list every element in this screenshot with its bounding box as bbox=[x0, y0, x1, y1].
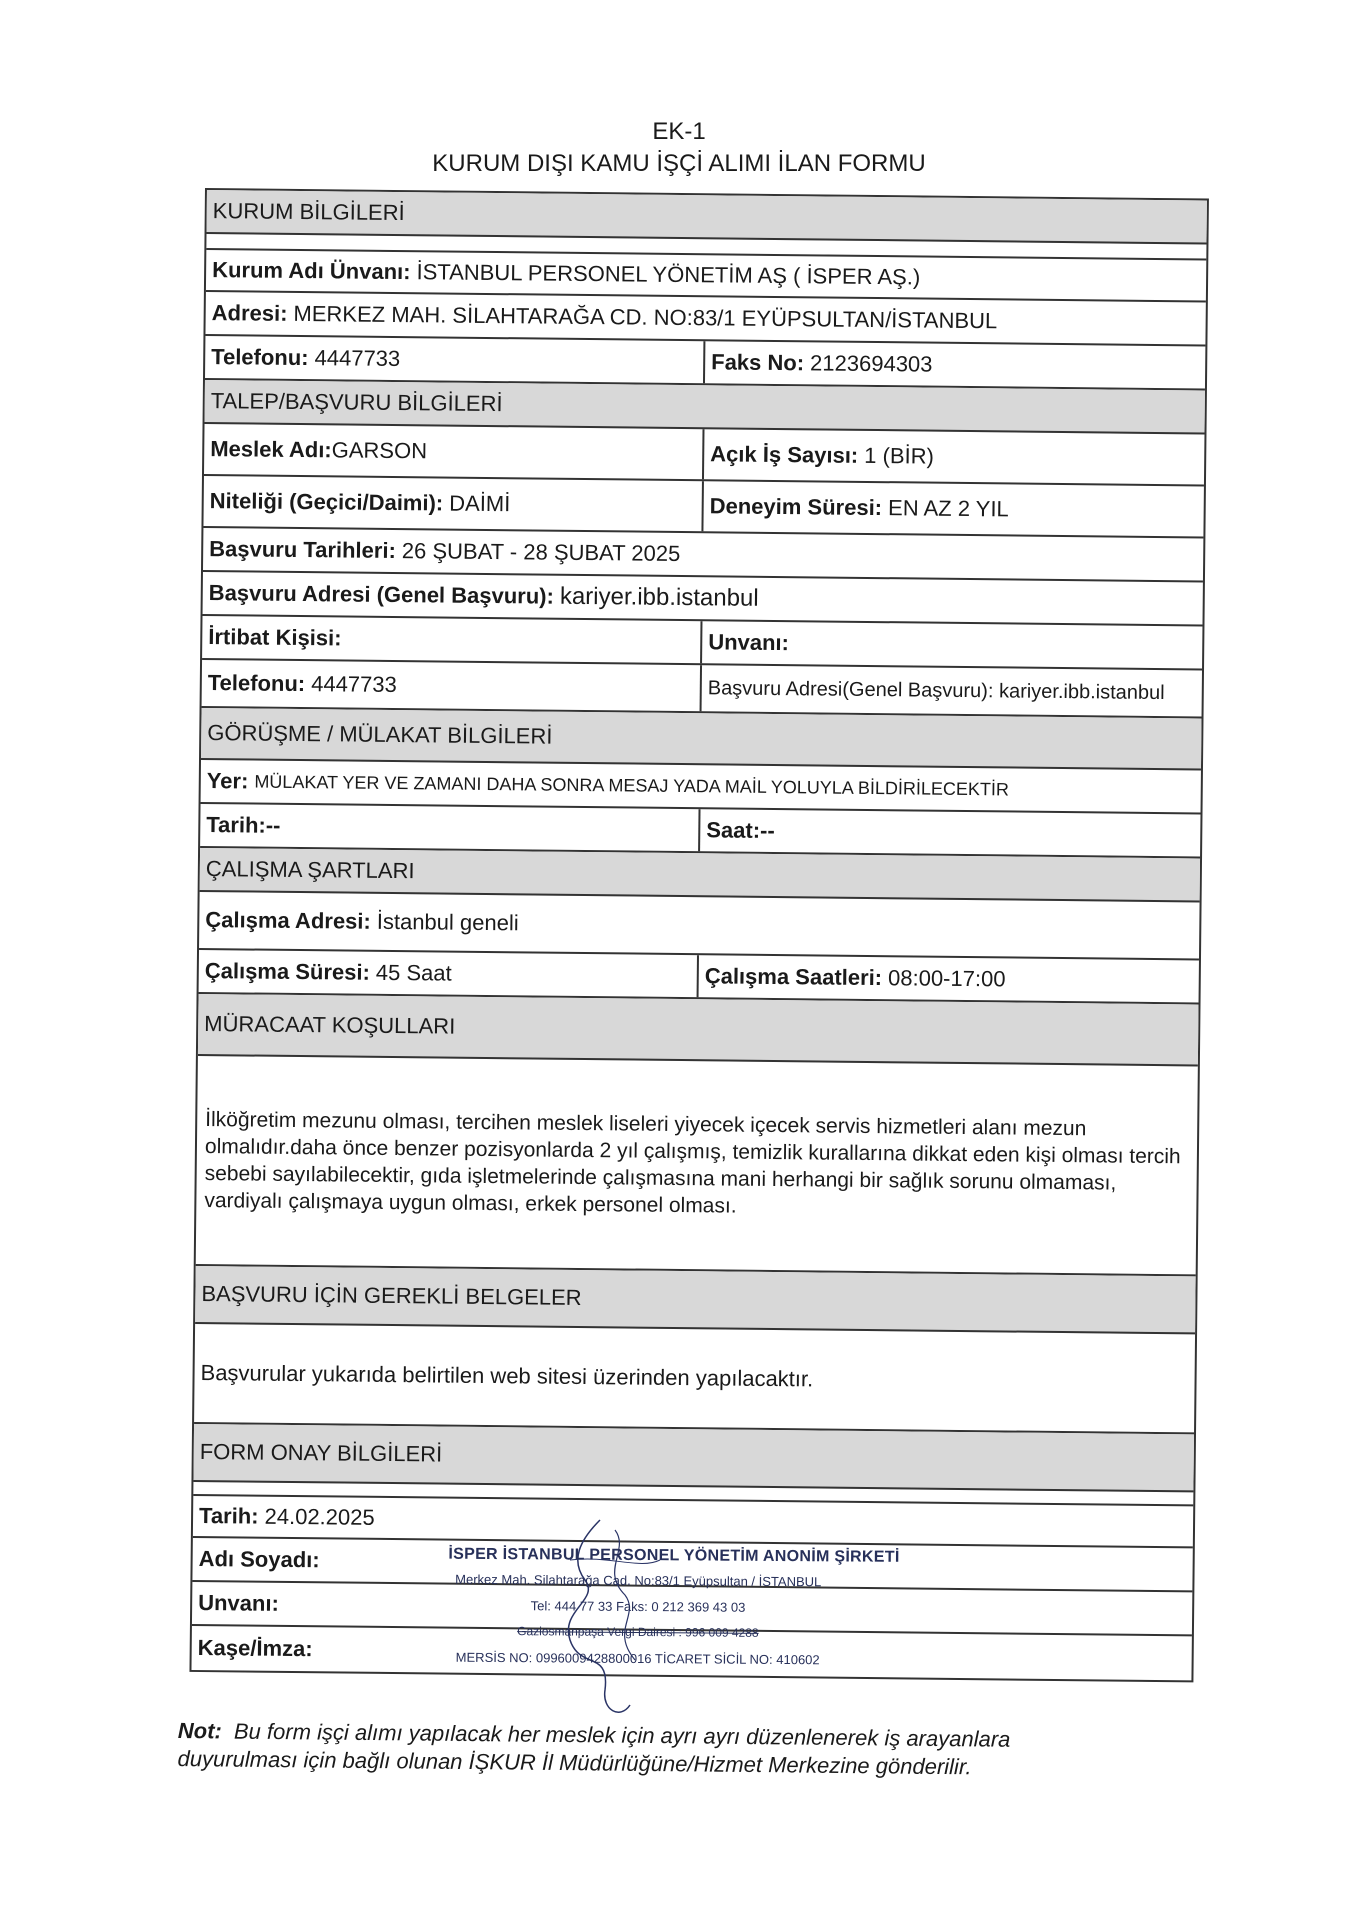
section-title: GÖRÜŞME / MÜLAKAT BİLGİLERİ bbox=[207, 720, 553, 749]
experience-duration: EN AZ 2 YIL bbox=[887, 495, 1009, 522]
section-title: KURUM BİLGİLERİ bbox=[212, 198, 405, 226]
field-label: Meslek Adı: bbox=[210, 436, 332, 463]
open-positions: 1 (BİR) bbox=[864, 442, 935, 469]
field-label: Telefonu: bbox=[207, 670, 306, 697]
field-label: Deneyim Süresi: bbox=[709, 493, 883, 521]
recruitment-form-table bbox=[189, 188, 1208, 1682]
field-label: Faks No: bbox=[711, 349, 805, 376]
occupation-name: GARSON bbox=[331, 437, 428, 464]
row-muracaat-text bbox=[196, 1056, 1198, 1276]
interview-location: MÜLAKAT YER VE ZAMANI DAHA SONRA MESAJ YADA MAİL YOLUYLA BİLDİRİLECEKTİR bbox=[254, 771, 1010, 799]
section-muracaat bbox=[198, 994, 1199, 1066]
field-label: Unvanı: bbox=[708, 629, 790, 656]
section-title: FORM ONAY BİLGİLERİ bbox=[199, 1439, 443, 1467]
field-label: Açık İş Sayısı: bbox=[710, 441, 859, 468]
contact-phone: 4447733 bbox=[311, 671, 397, 698]
institution-name: İSTANBUL PERSONEL YÖNETİM AŞ ( İSPER AŞ.) bbox=[416, 259, 921, 290]
field-label: Kurum Adı Ünvanı: bbox=[212, 257, 411, 285]
field-label: Çalışma Adresi: bbox=[205, 907, 371, 934]
field-label: İrtibat Kişisi: bbox=[208, 624, 342, 651]
section-title: BAŞVURU İÇİN GEREKLİ BELGELER bbox=[201, 1281, 582, 1311]
stamp-tax-office: Gaziosmanpaşa Vergi Dairesi : 996 009 4288 bbox=[517, 1624, 759, 1640]
institution-phone: 4447733 bbox=[314, 345, 401, 372]
approval-date: 24.02.2025 bbox=[264, 1503, 375, 1530]
note-label: Not: bbox=[177, 1718, 222, 1744]
stamp-phone-fax: Tel: 444 77 33 Faks: 0 212 369 43 03 bbox=[530, 1598, 746, 1615]
section-kurum bbox=[207, 190, 1207, 244]
section-title: MÜRACAAT KOŞULLARI bbox=[204, 1011, 456, 1039]
row-calisma-adres bbox=[199, 892, 1200, 960]
interview-date: Tarih:-- bbox=[206, 812, 281, 838]
application-address: kariyer.ibb.istanbul bbox=[559, 582, 759, 612]
footer-note bbox=[177, 1717, 1128, 1783]
application-conditions: İlköğretim mezunu olması, tercihen meslek liseleri yiyecek içecek servis hizmetleri alanı mezun olmalıdır.daha önce benzer pozisyonlarda 2 yıl çalışmış, temizlik kurallarına dikkat eden kişi olması tercih sebebi sayılabilecektir, gıda işletmelerinde çalışmasına mani herhangi bir sağlık sorunu olmaması, vardiyalı çalışmaya uygun olması, erkek personel olması. bbox=[204, 1108, 1181, 1218]
employment-type: DAİMİ bbox=[449, 490, 511, 517]
work-duration: 45 Saat bbox=[375, 959, 452, 986]
field-label: Çalışma Saatleri: bbox=[704, 963, 883, 991]
institution-address: MERKEZ MAH. SİLAHTARAĞA CD. NO:83/1 EYÜPSULTAN/İSTANBUL bbox=[293, 300, 998, 334]
contact-application-address: Başvuru Adresi(Genel Başvuru): kariyer.ibb.istanbul bbox=[707, 676, 1165, 704]
field-label: Başvuru Adresi (Genel Başvuru): bbox=[208, 580, 555, 609]
work-hours: 08:00-17:00 bbox=[887, 965, 1006, 992]
name-label: Adı Soyadı: bbox=[198, 1546, 320, 1573]
institution-fax: 2123694303 bbox=[809, 350, 933, 377]
company-stamp bbox=[448, 1544, 900, 1687]
section-belgeler bbox=[195, 1266, 1196, 1334]
field-label: Niteliği (Geçici/Daimi): bbox=[209, 488, 444, 516]
stamp-signature-label: Kaşe/İmza: bbox=[197, 1635, 313, 1662]
field-label: Çalışma Süresi: bbox=[204, 958, 371, 985]
form-title: KURUM DIŞI KAMU İŞÇİ ALIMI İLAN FORMU bbox=[432, 150, 926, 177]
required-documents: Başvurular yukarıda belirtilen web sitesi üzerinden yapılacaktır. bbox=[200, 1360, 814, 1392]
interview-time: Saat:-- bbox=[706, 817, 775, 844]
section-onay bbox=[193, 1424, 1194, 1492]
stamp-company-name: İSPER İSTANBUL PERSONEL YÖNETİM ANONİM ŞİRKETİ bbox=[448, 1545, 900, 1566]
field-label: Yer: bbox=[206, 768, 249, 794]
field-label: Adresi: bbox=[211, 300, 288, 326]
field-label: Telefonu: bbox=[211, 344, 309, 371]
row-belgeler-text bbox=[194, 1324, 1195, 1434]
section-title: TALEP/BAŞVURU BİLGİLERİ bbox=[210, 388, 503, 417]
title-label: Unvanı: bbox=[198, 1590, 280, 1616]
application-dates: 26 ŞUBAT - 28 ŞUBAT 2025 bbox=[401, 538, 681, 566]
section-title: ÇALIŞMA ŞARTLARI bbox=[205, 856, 415, 884]
stamp-registry: MERSİS NO: 0996009428800016 TİCARET SİCİL NO: 410602 bbox=[455, 1649, 820, 1668]
work-address: İstanbul geneli bbox=[376, 908, 519, 936]
annex-number: EK-1 bbox=[652, 118, 706, 145]
field-label: Başvuru Tarihleri: bbox=[209, 536, 397, 564]
stamp-address: Merkez Mah. Silahtarağa Cad. No:83/1 Eyüpsultan / İSTANBUL bbox=[455, 1571, 822, 1590]
note-text: Bu form işçi alımı yapılacak her meslek için ayrı ayrı düzenlenerek iş arayanlara duyurulması için bağlı olunan İŞKUR İl Müdürlüğüne/Hizmet Merkezine gönderilir. bbox=[177, 1718, 1011, 1780]
field-label: Tarih: bbox=[198, 1503, 259, 1529]
